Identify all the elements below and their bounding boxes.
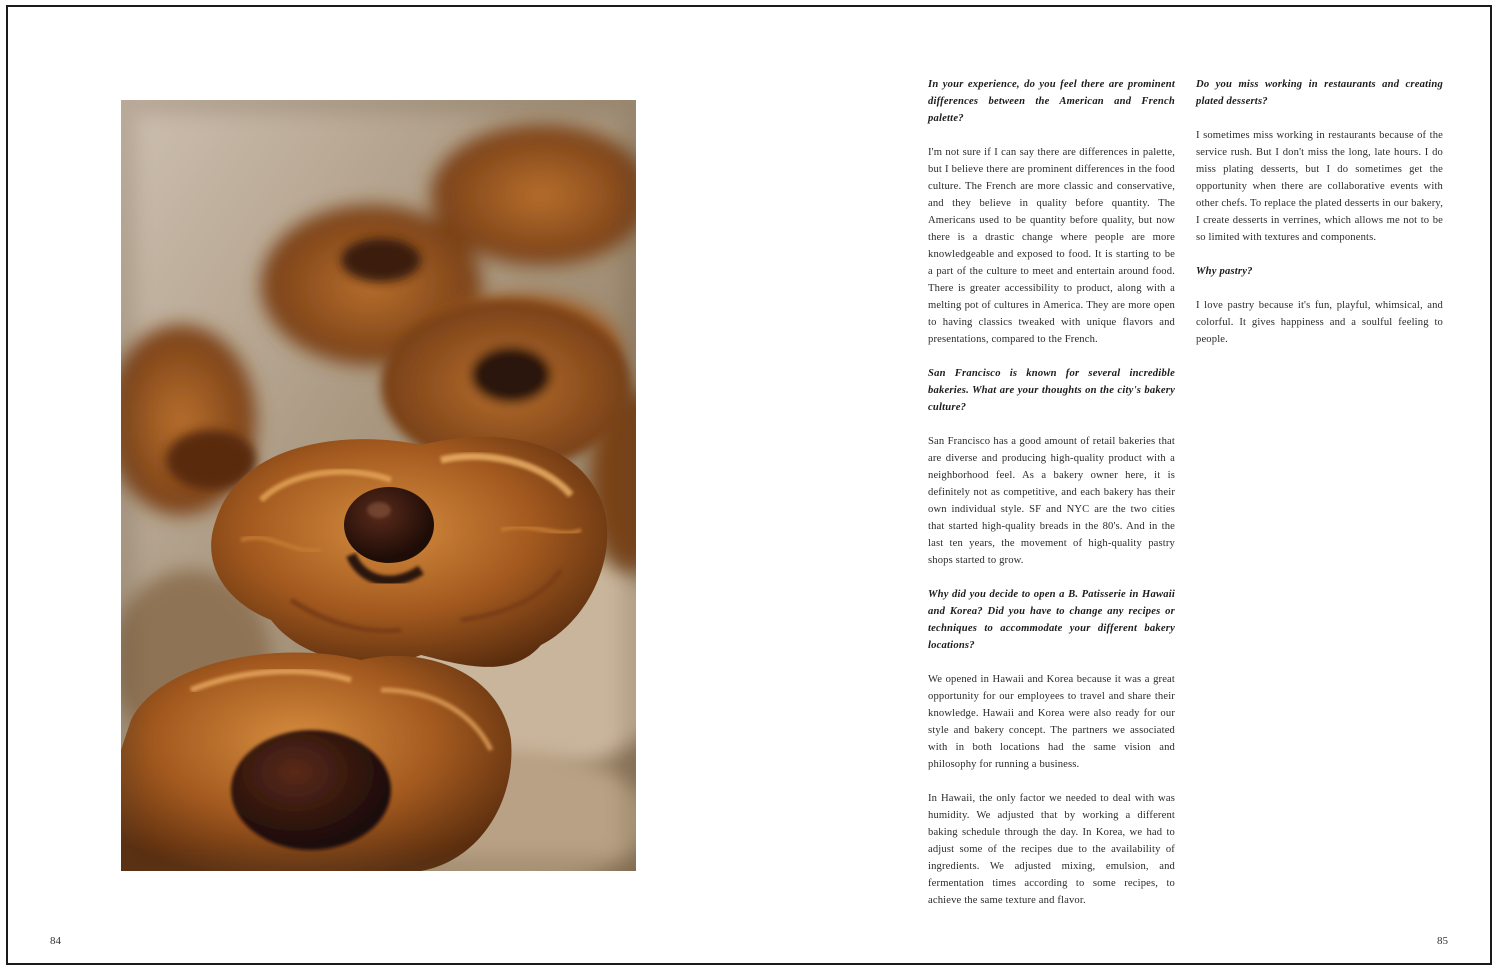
interview-question: Why pastry?: [1196, 266, 1253, 277]
interview-answer: We opened in Hawaii and Korea because it was a great opportunity for our employees to travel and share their knowledge. Hawaii and Korea were also ready for our style and bakery concept. The partners we associated with in both locations had the same vision and philosophy for running a business.: [928, 674, 1175, 770]
interview-answer: I'm not sure if I can say there are differences in palette, but I believe there are prominent differences in the food culture. The French are more classic and conservative, and they believe in quality before quantity. The Americans used to be quantity before quality, but now there is a drastic change where people are more knowledgeable and exposed to food. It is starting to be a part of the culture to meet and entertain around food. There is greater accessibility to product, along with a melting pot of cultures in America. They are more open to having classics tweaked with unique flavors and presentations, compared to the French.: [928, 147, 1175, 345]
page-number-left: 84: [50, 935, 61, 947]
pastry-photo: [121, 100, 636, 871]
interview-answer: San Francisco has a good amount of retail bakeries that are diverse and producing high-quality product with a neighborhood feel. As a bakery owner here, it is definitely not as competitive, and each bakery has their own individual style. SF and NYC are the two cities that started high-quality breads in the 80's. And in the last ten years, the movement of high-quality pastry shops started to grow.: [928, 436, 1175, 566]
text-column-left: [928, 76, 1175, 926]
pastry-photo-illustration: [121, 100, 636, 871]
interview-question: Why did you decide to open a B. Patisserie in Hawaii and Korea? Did you have to change any recipes or techniques to accommodate your different bakery locations?: [928, 589, 1175, 651]
interview-answer: In Hawaii, the only factor we needed to deal with was humidity. We adjusted that by working a different baking schedule through the day. In Korea, we had to adjust some of the recipes due to the availability of ingredients. We adjusted mixing, emulsion, and fermentation times according to some recipes, to achieve the same texture and flavor.: [928, 793, 1175, 906]
interview-answer: I love pastry because it's fun, playful, whimsical, and colorful. It gives happiness and a soulful feeling to people.: [1196, 300, 1443, 345]
interview-question: In your experience, do you feel there are prominent differences between the American and French palette?: [928, 79, 1175, 124]
interview-answer: I sometimes miss working in restaurants because of the service rush. But I don't miss the long, late hours. I do miss plating desserts, but I do sometimes get the opportunity when there are collaborative events with other chefs. To replace the plated desserts in our bakery, I create desserts in verrines, which allows me not to be so limited with textures and components.: [1196, 130, 1443, 243]
interview-question: Do you miss working in restaurants and creating plated desserts?: [1196, 79, 1443, 107]
interview-question: San Francisco is known for several incredible bakeries. What are your thoughts on the city's bakery culture?: [928, 368, 1175, 413]
text-column-right: [1196, 76, 1443, 365]
page-number-right: 85: [1437, 935, 1448, 947]
